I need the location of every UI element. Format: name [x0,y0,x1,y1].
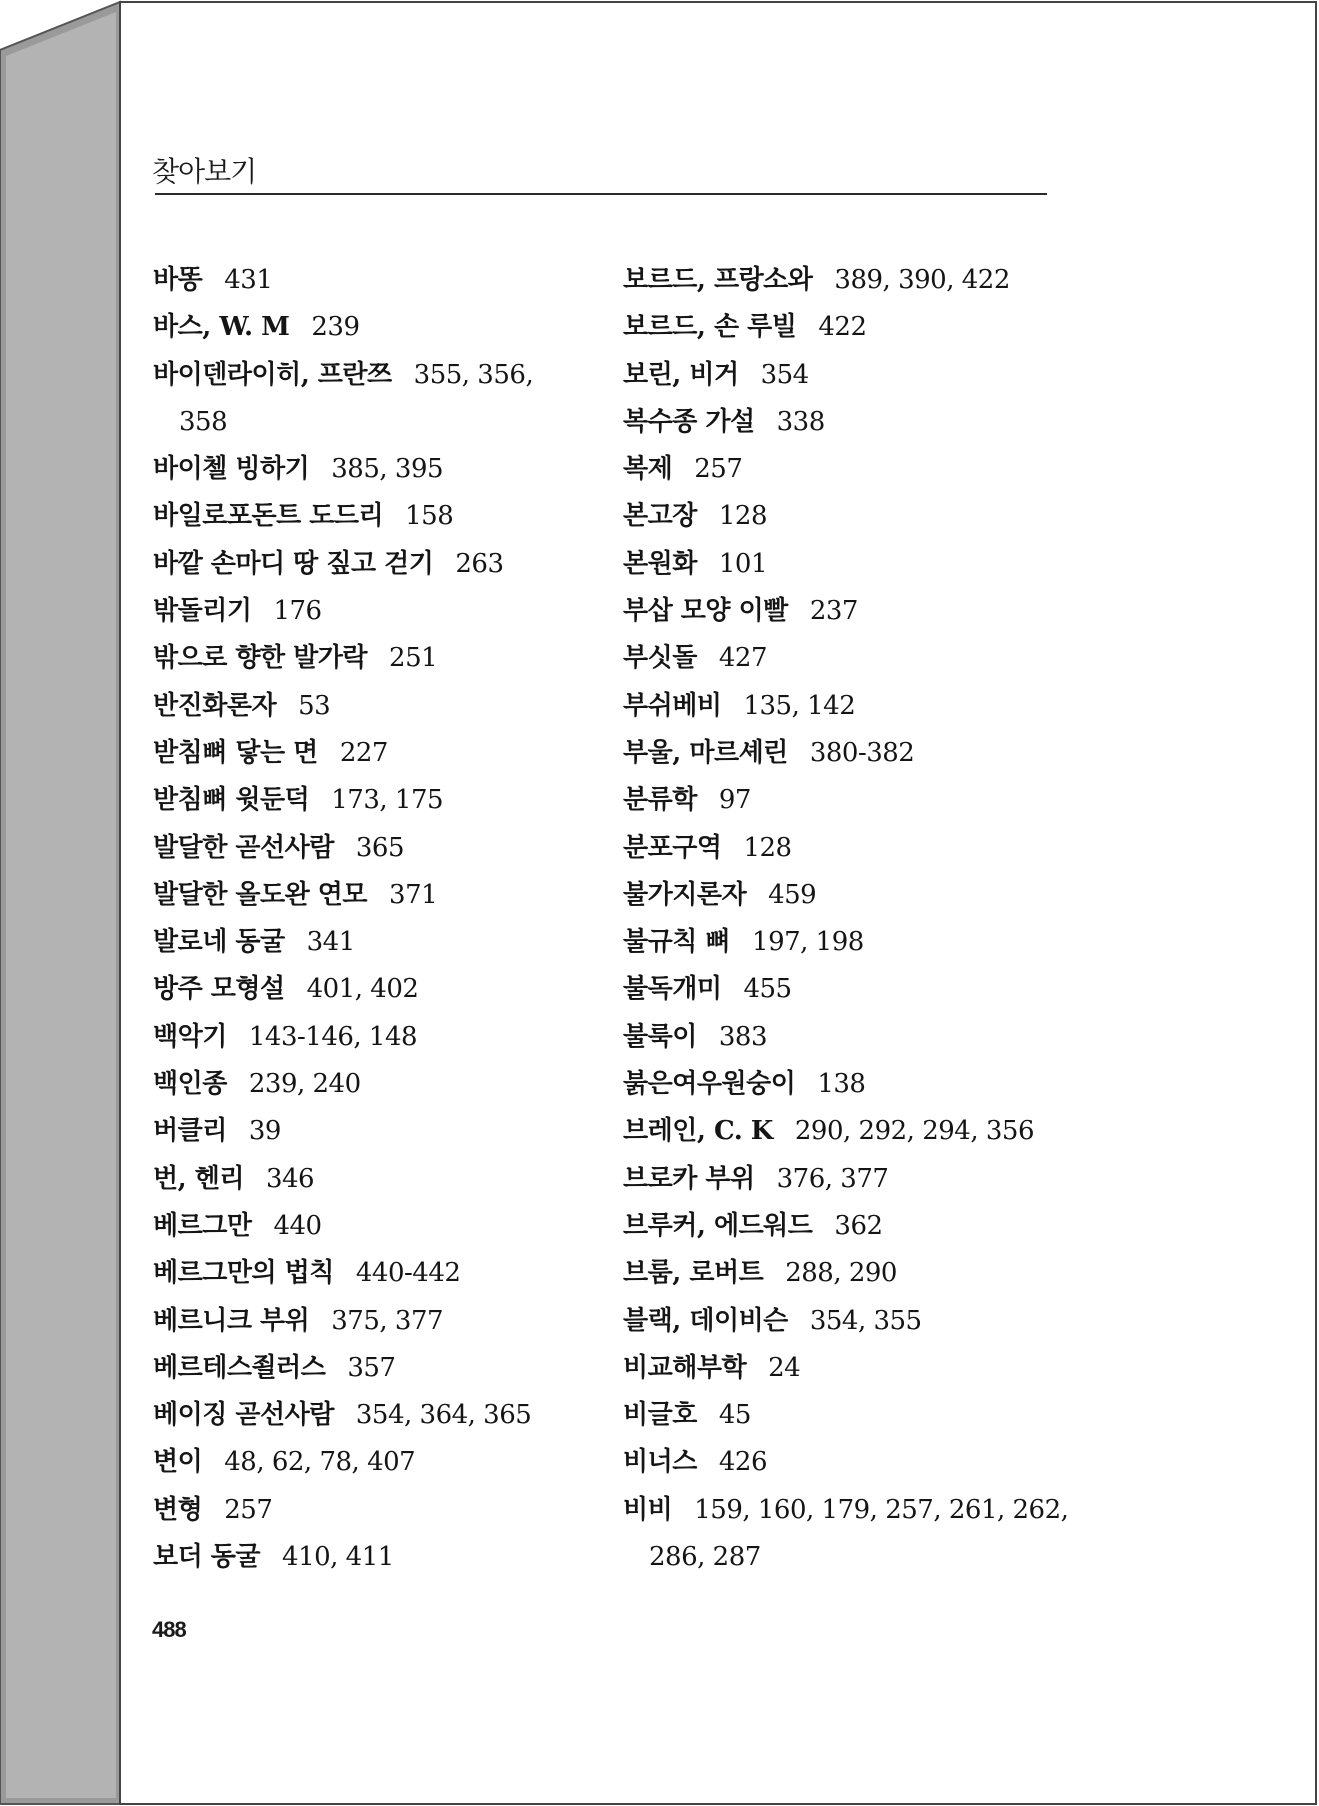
index-term: 불가지론자 [623,879,747,910]
index-pages: 362 [834,1210,883,1241]
index-pages: 371 [389,879,438,910]
index-pages: 143-146, 148 [248,1021,418,1052]
index-term: 변이 [153,1447,203,1478]
index-entry [153,1250,623,1297]
index-entry [623,777,1183,824]
index-pages: 383 [718,1021,767,1052]
index-term: 반진화론자 [153,690,277,721]
index-entry [153,1345,623,1392]
index-entry [623,683,1183,730]
index-pages: 24 [768,1352,801,1383]
index-term: 바깥 손마디 땅 짚고 걷기 [153,548,434,579]
index-pages: 380-382 [809,737,915,768]
index-term: 브로카 부위 [623,1163,755,1194]
index-entry [153,1534,623,1581]
index-pages: 251 [389,643,438,674]
index-term: 분류학 [623,785,697,816]
index-entry-continuation [153,399,623,446]
index-entry [153,1203,623,1250]
index-term: 브레인, C. K [623,1116,773,1147]
index-pages: 354, 364, 365 [355,1400,532,1431]
index-pages: 159, 160, 179, 257, 261, 262, [694,1494,1069,1525]
index-term: 발달한 곧선사람 [153,832,334,863]
index-term: 복제 [623,454,673,485]
index-term: 베이징 곧선사람 [153,1400,334,1431]
index-column-left [153,257,623,1581]
index-pages: 39 [248,1116,281,1147]
index-pages: 48, 62, 78, 407 [224,1447,416,1478]
index-entry [153,683,623,730]
index-entry [623,872,1183,919]
index-entry [623,1156,1183,1203]
index-term: 비너스 [623,1447,697,1478]
index-entry [153,1298,623,1345]
index-entry [623,919,1183,966]
page-header-title: 찾아보기 [152,155,257,188]
index-term: 밖돌리기 [153,596,252,627]
index-term: 베르니크 부위 [153,1305,310,1336]
index-entry [623,399,1183,446]
index-entry [623,304,1183,351]
index-term: 발로네 동굴 [153,927,285,958]
index-term: 번, 헨리 [153,1163,244,1194]
index-pages: 427 [718,643,767,674]
index-entry [153,1061,623,1108]
index-pages: 53 [298,690,331,721]
index-term: 붉은여우원숭이 [623,1069,796,1100]
index-pages: 101 [718,548,767,579]
index-entry [153,588,623,635]
index-pages: 158 [405,501,454,532]
index-pages: 357 [347,1352,396,1383]
index-pages: 385, 395 [331,454,444,485]
index-entry [623,730,1183,777]
index-entry [623,825,1183,872]
index-term: 백인종 [153,1069,227,1100]
index-pages: 431 [224,265,273,295]
index-entry [623,1345,1183,1392]
index-term: 바이첼 빙하기 [153,454,310,485]
index-entry [153,825,623,872]
index-column-right [623,257,1183,1581]
index-pages: 239, 240 [248,1069,361,1100]
index-entry [623,635,1183,682]
index-pages: 286, 287 [649,1542,761,1573]
index-entry [623,1203,1183,1250]
index-pages: 341 [306,927,355,958]
index-pages: 376, 377 [776,1163,889,1194]
header-divider [155,193,1047,195]
index-pages: 263 [455,548,504,579]
index-entry [153,541,623,588]
index-term: 방주 모형설 [153,974,285,1005]
index-term: 복수종 가설 [623,406,755,437]
index-pages: 401, 402 [306,974,419,1005]
index-pages: 97 [718,785,751,816]
index-pages: 354 [760,359,809,390]
index-term: 비비 [623,1494,673,1525]
index-entry [153,1014,623,1061]
index-entry [623,1061,1183,1108]
index-entry [623,1392,1183,1439]
index-term: 부싯돌 [623,643,697,674]
index-pages: 290, 292, 294, 356 [794,1116,1034,1147]
index-pages: 346 [265,1163,315,1194]
index-term: 불룩이 [623,1021,697,1052]
index-entry [623,1298,1183,1345]
index-pages: 176 [273,596,322,627]
index-term: 부쉬베비 [623,690,722,721]
index-entry [623,352,1183,399]
index-term: 베르그만의 법칙 [153,1258,334,1289]
index-entry [153,730,623,777]
index-entry [623,1439,1183,1486]
index-pages: 128 [743,832,792,863]
index-entry [623,1014,1183,1061]
index-pages: 197, 198 [752,927,864,958]
index-term: 보르드, 프랑소와 [623,265,813,295]
index-entry [153,966,623,1013]
index-pages: 355, 356, [413,359,534,390]
index-pages: 138 [817,1069,866,1100]
index-pages: 375, 377 [331,1305,444,1336]
index-pages: 440 [273,1210,322,1241]
index-term: 받침뼈 닿는 면 [153,737,318,768]
index-entry [153,304,623,351]
index-term: 불독개미 [623,974,722,1005]
index-pages: 173, 175 [331,785,444,816]
index-pages: 426 [718,1447,767,1478]
index-entry [153,919,623,966]
index-term: 받침뼈 윗둔덕 [153,785,310,816]
index-term: 비교해부학 [623,1352,747,1383]
index-pages: 422 [818,312,867,343]
index-entry [153,1392,623,1439]
index-pages: 410, 411 [282,1542,394,1573]
index-pages: 135, 142 [743,690,856,721]
index-term: 부삽 모양 이빨 [623,596,788,627]
index-pages: 257 [224,1494,273,1525]
index-term: 브룸, 로버트 [623,1258,764,1289]
index-term: 불규칙 뼈 [623,927,731,958]
index-term: 보르드, 손 루빌 [623,312,797,343]
index-term: 비글호 [623,1400,697,1431]
index-term: 바스, W. M [153,312,290,343]
index-term: 본고장 [623,501,697,532]
index-pages: 288, 290 [785,1258,897,1289]
index-pages: 440-442 [355,1258,461,1289]
index-entry [623,446,1183,493]
index-pages: 358 [179,406,228,437]
index-term: 본원화 [623,548,697,579]
index-term: 변형 [153,1494,203,1525]
index-term: 발달한 올도완 연모 [153,879,368,910]
index-term: 밖으로 향한 발가락 [153,643,368,674]
index-pages: 455 [743,974,792,1005]
index-entry [623,493,1183,540]
index-term: 보더 동굴 [153,1542,261,1573]
index-term: 분포구역 [623,832,722,863]
index-pages: 239 [311,312,360,343]
page-number: 488 [152,1617,186,1642]
index-term: 블랙, 데이비슨 [623,1305,788,1336]
index-entry [623,1487,1183,1534]
index-entry [153,446,623,493]
index-pages: 354, 355 [809,1305,922,1336]
index-term: 바이덴라이히, 프란쯔 [153,359,392,390]
index-entry-continuation [623,1534,1183,1581]
index-entry [623,257,1183,304]
index-entry [623,541,1183,588]
index-pages: 365 [355,832,405,863]
index-pages: 338 [776,406,825,437]
index-term: 백악기 [153,1021,227,1052]
index-entry [153,493,623,540]
index-pages: 227 [339,737,388,768]
index-entry [153,257,623,304]
index-pages: 128 [718,501,767,532]
index-entry [153,1108,623,1155]
index-term: 보린, 비거 [623,359,739,390]
index-entry [623,966,1183,1013]
index-pages: 237 [809,596,858,627]
index-term: 바똥 [153,265,203,295]
index-pages: 45 [718,1400,751,1431]
index-entry [153,872,623,919]
index-entry [153,777,623,824]
index-term: 베르그만 [153,1210,252,1241]
index-entry [153,1487,623,1534]
index-term: 부울, 마르셰린 [623,737,788,768]
index-term: 바일로포돈트 도드리 [153,501,384,532]
index-entry [153,1156,623,1203]
index-term: 베르테스죌러스 [153,1352,326,1383]
index-pages: 257 [694,454,743,485]
index-term: 버클리 [153,1116,227,1147]
index-entry [153,352,623,399]
index-pages: 459 [768,879,817,910]
index-entry [623,588,1183,635]
index-term: 브루커, 에드워드 [623,1210,813,1241]
index-entry [623,1250,1183,1297]
index-entry [153,1439,623,1486]
index-entry [153,635,623,682]
index-pages: 389, 390, 422 [834,265,1010,295]
index-entry [623,1108,1183,1155]
